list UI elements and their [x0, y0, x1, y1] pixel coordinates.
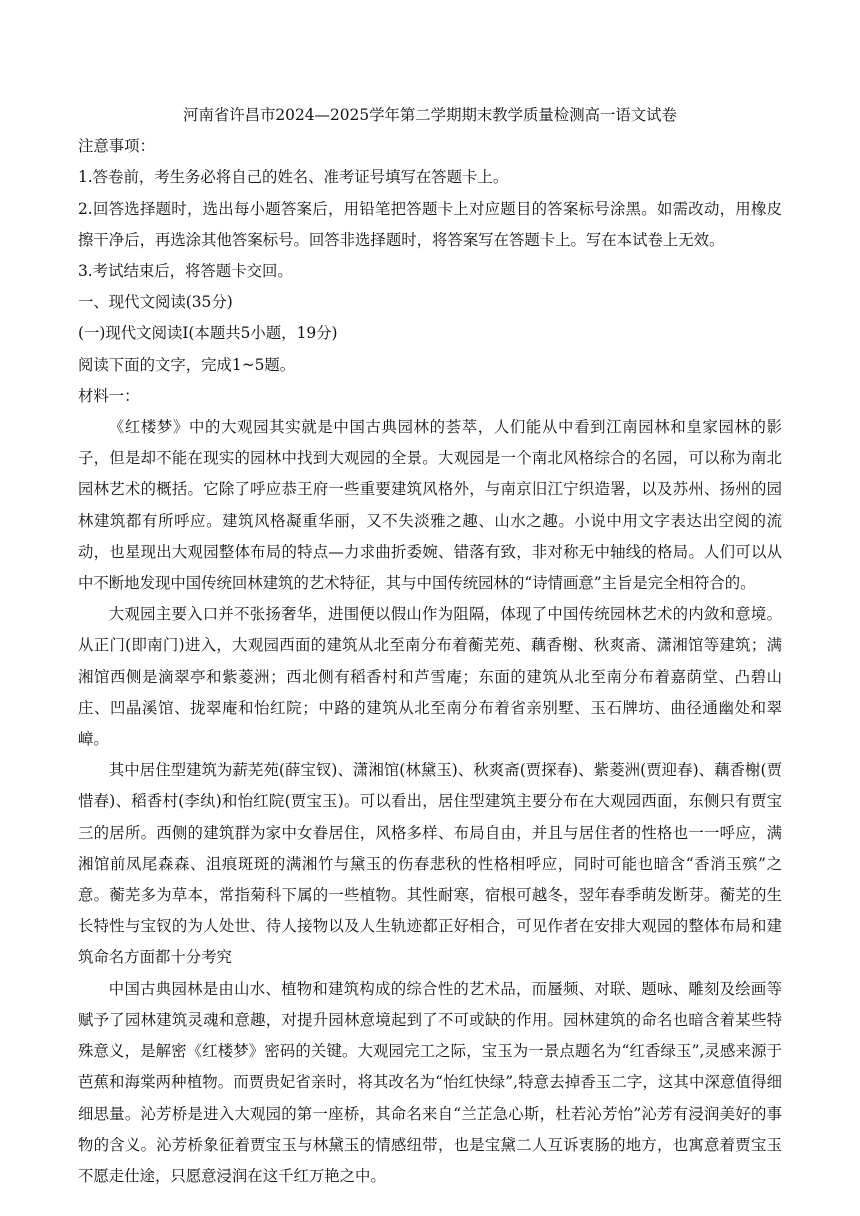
page-title: 河南省许昌市2024—2025学年第二学期期末教学质量检测高一语文试卷 [183, 106, 677, 124]
notice-heading: 注意事项： [78, 137, 155, 156]
notice-item-3: 3.考试结束后，将答题卡交回。 [78, 262, 293, 281]
body-paragraph-3: 其中居住型建筑为薪芜苑(薛宝钗)、潇湘馆(林黛玉)、秋爽斋(贾探春)、紫菱洲(贾迎春)、藕香榭(贾惜春)、稻香村(李纨)和怡红院(贾宝玉)。可以看出，居住型建筑主要分布在大观园西面，东侧只有贾宝三的居所。西侧的建筑群为家中女眷居住，风格多样、布局自由，并且与居住者的性格也一一呼应，满湘馆前凤尾森森、沮痕斑斑的满湘竹与黛玉的伤春悲秋的性格相呼应，同时可能也暗含“香消玉殡”之意。蘅芜多为草本，常指菊科下属的一些植物。其性耐寒，宿根可越冬，翌年春季萌发断芽。蘅芜的生长特性与宝钗的为人处世、待人接物以及人生轨迹都正好相合，可见作者在安排大观园的整体布局和建筑命名方面都十分考究 [78, 761, 782, 967]
section-heading: 一、现代文阅读(35分) [78, 293, 233, 312]
reading-instruction: 阅读下面的文字，完成1~5题。 [78, 355, 296, 374]
notice-item-1: 1.答卷前，考生务必将自己的姓名、准考证号填写在答题卡上。 [78, 168, 509, 187]
body-paragraph-2: 大观园主要入口并不张扬奢华，进围便以假山作为阻隔，体现了中国传统园林艺术的内敛和意境。从正门(即南门)进入，大观园西面的建筑从北至南分布着蘅芜苑、藕香榭、秋爽斋、潇湘馆等建筑；满湘馆西侧是滴翠亭和紫菱洲；西北侧有稻香村和芦雪庵；东面的建筑从北至南分布着嘉荫堂、凸碧山庄、凹晶溪馆、拢翠庵和怡红院；中路的建筑从北至南分布着省亲别墅、玉石牌坊、曲径通幽处和翠嶂。 [78, 605, 782, 749]
notice-item-2: 2.回答选择题时，选出每小题答案后，用铅笔把答题卡上对应题目的答案标号涂黑。如需改动，用橡皮擦干净后，再选涂其他答案标号。回答非选择题时，将答案写在答题卡上。写在本试卷上无效。 [78, 199, 782, 249]
material-label: 材料一： [78, 386, 140, 405]
subsection-heading: (一)现代文阅读Ⅰ(本题共5小题，19分) [78, 324, 338, 343]
body-paragraph-4: 中国古典园林是由山水、植物和建筑构成的综合性的艺术品，而蜃频、对联、题咏、雕刻及绘画等赋予了园林建筑灵魂和意趣，对提升园林意境起到了不可或缺的作用。园林建筑的命名也暗含着某些特殊意义，是解密《红楼梦》密码的关键。大观园完工之际，宝玉为一景点题名为“红香绿玉”,灵感来源于芭蕉和海棠两种植物。而贾贵妃省亲时，将其改名为“怡红快绿”,特意去掉香玉二字，这其中深意值得细细思量。沁芳桥是进入大观园的第一座桥，其命名来自“兰芷急心斯，杜若沁芳怡”沁芳有浸润美好的事物的含义。沁芳桥象征着贾宝玉与林黛玉的情感纽带，也是宝黛二人互诉衷肠的地方，也寓意着贾宝玉不愿走仕途，只愿意浸润在这千红万艳之中。 [78, 979, 782, 1185]
body-paragraph-1: 《红楼梦》中的大观园其实就是中国古典园林的荟萃，人们能从中看到江南园林和皇家园林的影子，但是却不能在现实的园林中找到大观园的全景。大观园是一个南北风格综合的名园，可以称为南北园林艺术的概括。它除了呼应恭王府一些重要建筑风格外，与南京旧江宁织造署，以及苏州、扬州的园林建筑都有所呼应。建筑风格凝重华丽，又不失淡雅之趣、山水之趣。小说中用文字表达出空阅的流动，也星现出大观园整体布局的特点—力求曲折委婉、错落有致，非对称无中轴线的格局。人们可以从中不断地发现中国传统回林建筑的艺术特征，其与中国传统园林的“诗情画意”主旨是完全相符合的。 [78, 418, 782, 593]
exam-page [78, 100, 782, 1192]
